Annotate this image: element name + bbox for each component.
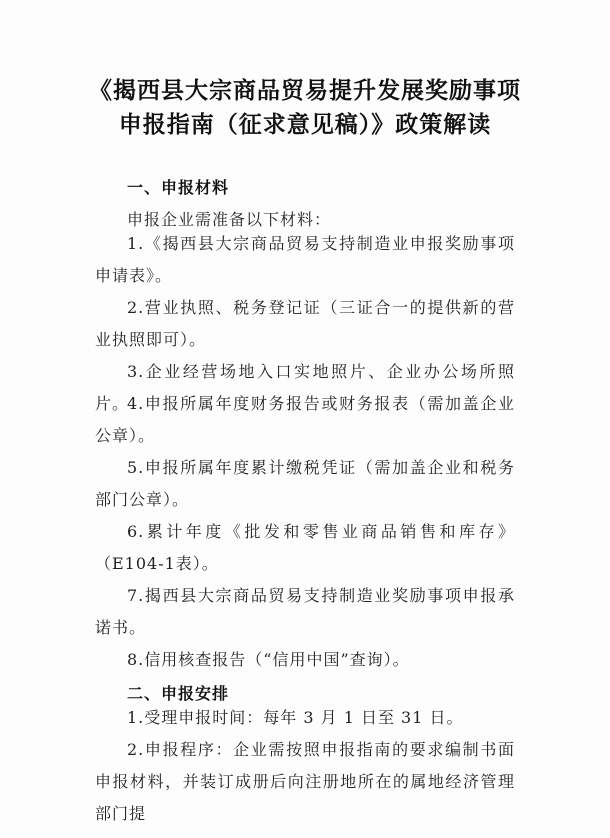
materials-item-4: 4.申报所属年度财务报告或财务报表（需加盖企业公章）。 (95, 394, 515, 445)
document-title-line-1: 《揭西县大宗商品贸易提升发展奖励事项 (89, 78, 521, 104)
materials-item-1: 1.《揭西县大宗商品贸易支持制造业申报奖励事项申请表》。 (95, 234, 515, 285)
arrangement-item-2: 2.申报程序：企业需按照申报指南的要求编制书面申报材料，并装订成册后向注册地所在的属地经济管理部门提 (95, 740, 515, 823)
arrangement-item-1: 1.受理申报时间：每年 3 月 1 日至 31 日。 (127, 708, 464, 727)
materials-item-8: 8.信用核查报告（“信用中国”查询）。 (127, 650, 410, 669)
materials-item-3: 3.企业经营场地入口实地照片、企业办公场所照片。 (95, 362, 515, 413)
materials-item-5: 5.申报所属年度累计缴税凭证（需加盖企业和税务部门公章）。 (95, 458, 515, 509)
materials-item-2: 2.营业执照、税务登记证（三证合一的提供新的营业执照即可）。 (95, 298, 515, 349)
materials-item-7: 7.揭西县大宗商品贸易支持制造业奖励事项申报承诺书。 (95, 586, 515, 637)
materials-item-6: 6.累计年度《批发和零售业商品销售和库存》（E104-1表）。 (95, 522, 515, 573)
materials-intro: 申报企业需准备以下材料： (127, 210, 332, 229)
document-title-line-2: 申报指南（征求意见稿）》政策解读 (118, 112, 492, 138)
section-heading-arrangement: 二、申报安排 (127, 684, 230, 703)
section-heading-materials: 一、申报材料 (127, 178, 230, 197)
